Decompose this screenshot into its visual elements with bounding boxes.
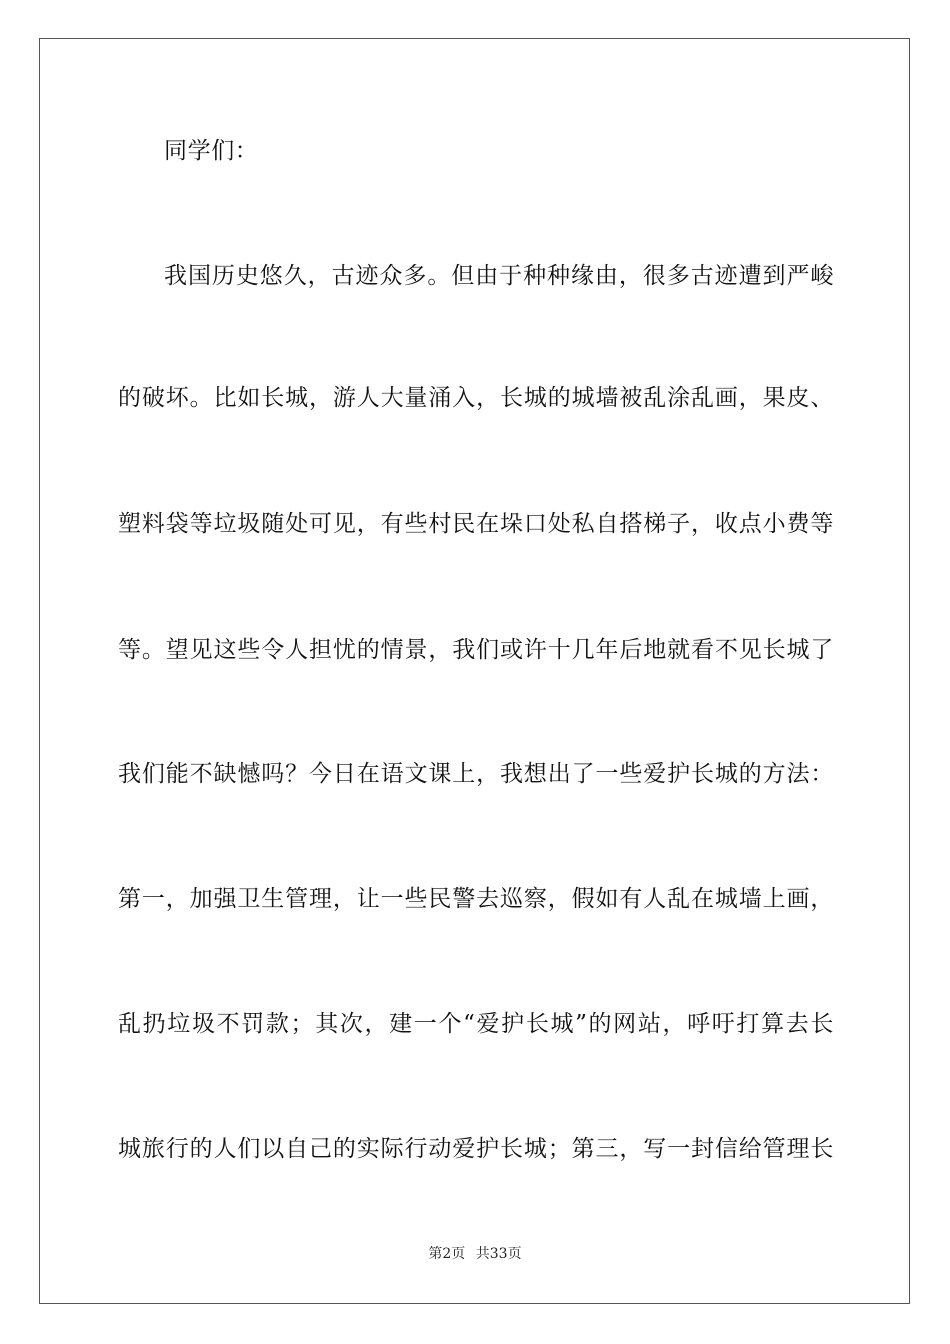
page-number: 第2页 (428, 1246, 466, 1262)
salutation: 同学们： (164, 138, 259, 164)
paragraph-line: 第一，加强卫生管理，让一些民警去巡察，假如有人乱在城墙上画， (118, 886, 834, 912)
paragraph-line: 的破坏。比如长城，游人大量涌入，长城的城墙被乱涂乱画，果皮、 (118, 385, 834, 411)
paragraph-line: 我国历史悠久，古迹众多。但由于种种缘由，很多古迹遭到严峻 (164, 263, 834, 289)
paragraph-line: 乱扔垃圾不罚款；其次，建一个“爱护长城”的网站，呼吁打算去长 (118, 1011, 834, 1037)
page-footer (0, 1244, 950, 1264)
paragraph-line: 我们能不缺憾吗？今日在语文课上，我想出了一些爱护长城的方法： (118, 761, 834, 787)
paragraph-line: 等。望见这些令人担忧的情景，我们或许十几年后地就看不见长城了 (118, 637, 834, 663)
paragraph-line: 塑料袋等垃圾随处可见，有些村民在垛口处私自搭梯子，收点小费等 (118, 511, 834, 537)
page-border (39, 38, 910, 1304)
page-total: 共33页 (475, 1246, 522, 1262)
paragraph-line: 城旅行的人们以自己的实际行动爱护长城；第三，写一封信给管理长 (118, 1136, 834, 1162)
